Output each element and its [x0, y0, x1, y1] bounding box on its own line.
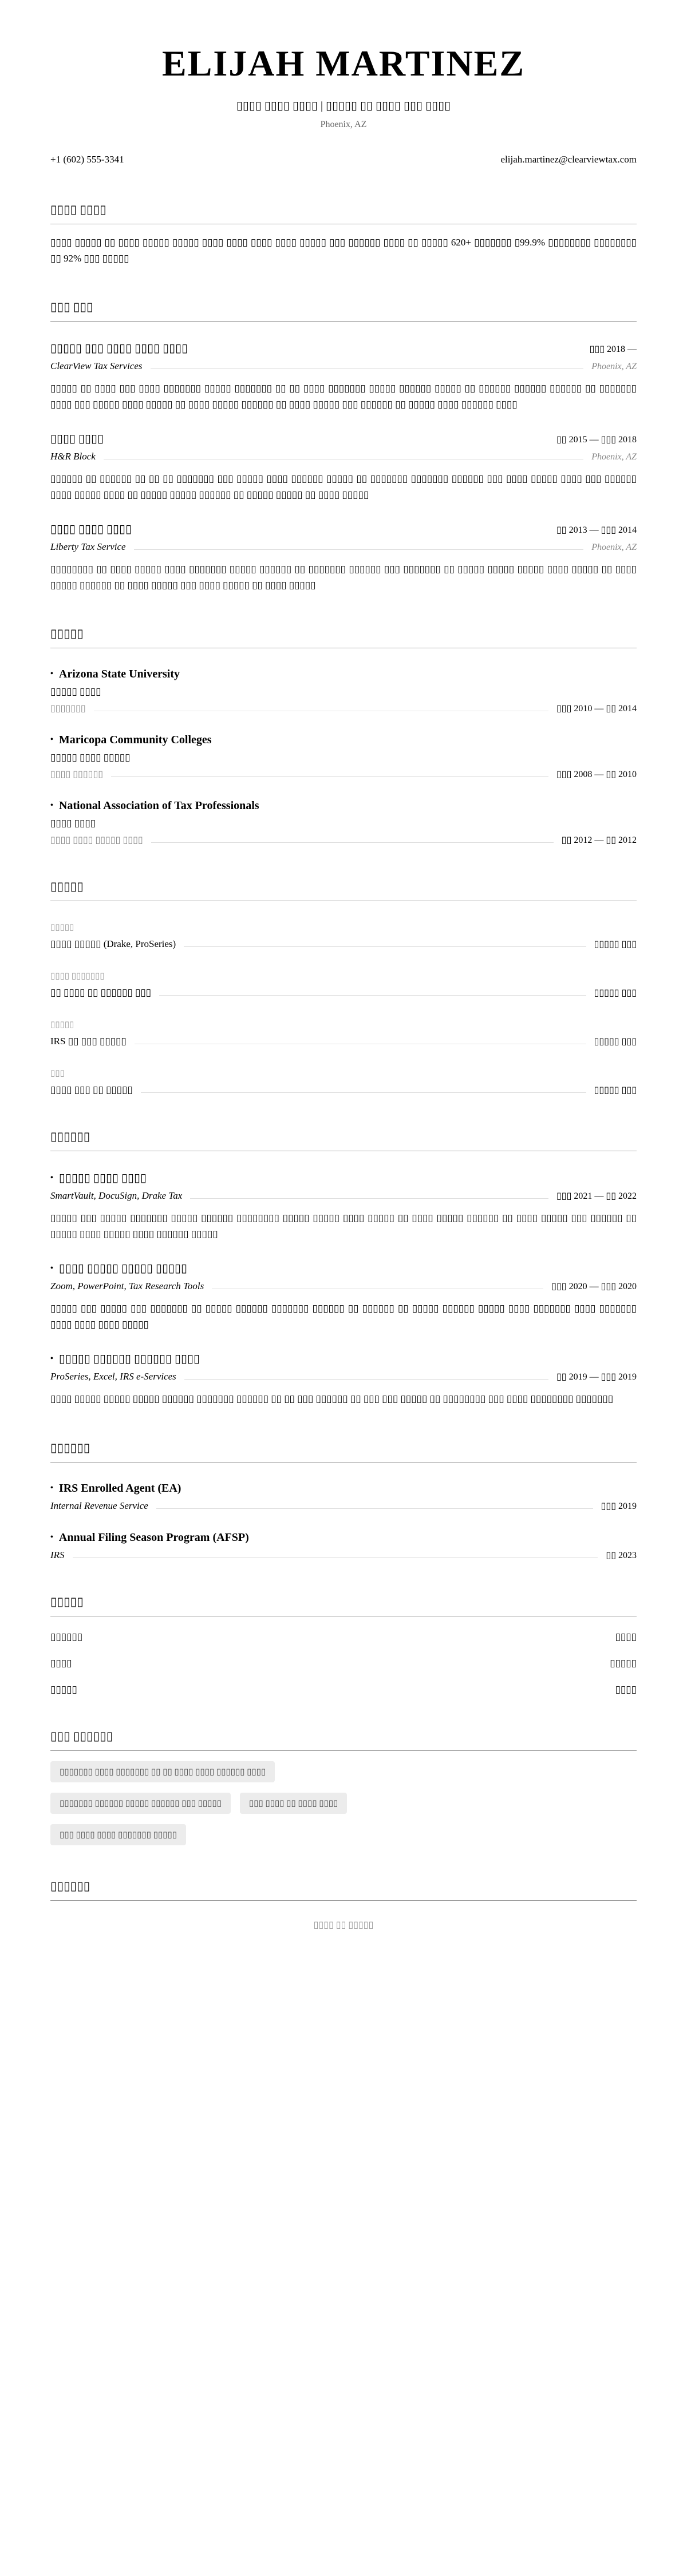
education-entry: [50, 799, 637, 846]
skill-level: ▯▯▯▯▯ ▯▯▯: [594, 1037, 637, 1047]
tag-chip: ▯▯▯ ▯▯▯▯ ▯▯▯▯ ▯▯▯▯▯▯▯ ▯▯▯▯▯: [50, 1824, 186, 1845]
contact-row: [50, 154, 637, 165]
job-company: ClearView Tax Services: [50, 360, 143, 372]
certification-issuer: Internal Revenue Service: [50, 1500, 148, 1511]
education-entry: [50, 734, 637, 780]
tag-chip: ▯▯▯ ▯▯▯▯ ▯▯ ▯▯▯▯ ▯▯▯▯: [240, 1793, 347, 1814]
project-tools: ProSeries, Excel, IRS e-Services: [50, 1371, 176, 1382]
candidate-tagline: ▯▯▯▯ ▯▯▯▯ ▯▯▯▯ | ▯▯▯▯▯ ▯▯ ▯▯▯▯ ▯▯▯ ▯▯▯▯: [236, 100, 451, 112]
project-tools: Zoom, PowerPoint, Tax Research Tools: [50, 1281, 204, 1292]
education-dates: ▯▯ 2012 — ▯▯ 2012: [561, 835, 637, 846]
skill-name: ▯▯▯▯ ▯▯▯ ▯▯ ▯▯▯▯▯: [50, 1084, 133, 1096]
job-location: Phoenix, AZ: [591, 362, 637, 372]
language-row: [50, 1684, 637, 1695]
project-title: • ▯▯▯▯▯ ▯▯▯▯ ▯▯▯▯: [50, 1171, 637, 1185]
resume-header: [50, 42, 637, 165]
language-row: [50, 1658, 637, 1669]
education-dates: ▯▯▯ 2010 — ▯▯ 2014: [556, 704, 637, 714]
section-experience: [50, 299, 637, 593]
phone-number: +1 (602) 555-3341: [50, 154, 124, 165]
email-address: elijah.martinez@clearviewtax.com: [500, 154, 637, 165]
project-description: ▯▯▯▯▯ ▯▯▯ ▯▯▯▯▯ ▯▯▯▯▯▯▯ ▯▯▯▯▯ ▯▯▯▯▯▯ ▯▯▯▯▯▯▯▯ ▯▯▯▯▯ ▯▯▯▯▯ ▯▯▯▯ ▯▯▯▯▯ ▯▯ ▯▯▯▯ ▯▯▯▯▯ ▯▯▯▯▯▯ ▯▯ ▯▯▯▯ ▯▯▯▯▯ ▯▯▯ ▯▯▯▯▯▯ ▯▯ ▯▯▯▯▯ ▯▯▯▯ ▯▯▯▯▯ ▯▯▯▯ ▯▯▯▯▯▯ ▯▯▯▯▯: [50, 1212, 637, 1239]
project-description: ▯▯▯▯▯ ▯▯▯ ▯▯▯▯▯ ▯▯▯ ▯▯▯▯▯▯▯ ▯▯ ▯▯▯▯▯ ▯▯▯▯▯▯ ▯▯▯▯▯▯▯ ▯▯▯▯▯▯ ▯▯ ▯▯▯▯▯▯ ▯▯ ▯▯▯▯▯ ▯▯▯▯▯▯ ▯▯▯▯▯ ▯▯▯▯ ▯▯▯▯▯▯▯ ▯▯▯▯ ▯▯▯▯▯▯▯ ▯▯▯▯ ▯▯▯▯ ▯▯▯▯ ▯▯▯▯▯: [50, 1303, 637, 1330]
education-degree: ▯▯▯▯▯ ▯▯▯▯: [50, 686, 101, 697]
job-entry: [50, 522, 637, 593]
certification-date: ▯▯ 2023: [606, 1550, 637, 1560]
languages-heading: ▯▯▯▯▯: [50, 1594, 637, 1616]
certification-issuer: IRS: [50, 1549, 65, 1560]
job-company-row: [50, 451, 637, 462]
skill-group: [50, 970, 637, 998]
job-dates: ▯▯▯ 2018 —: [589, 344, 637, 355]
chips-row: [50, 1793, 637, 1814]
project-tools: SmartVault, DocuSign, Drake Tax: [50, 1190, 183, 1202]
additional-info-heading: ▯▯▯ ▯▯▯▯▯▯: [50, 1729, 637, 1751]
language-level: ▯▯▯▯: [615, 1631, 637, 1642]
chips-row: [50, 1761, 637, 1782]
job-title-row: [50, 341, 637, 355]
job-title: ▯▯▯▯▯ ▯▯▯ ▯▯▯▯ ▯▯▯▯ ▯▯▯▯: [50, 342, 188, 355]
skill-level: ▯▯▯▯▯ ▯▯▯: [594, 940, 637, 950]
summary-text: ▯▯▯▯ ▯▯▯▯▯ ▯▯ ▯▯▯▯ ▯▯▯▯▯ ▯▯▯▯▯ ▯▯▯▯ ▯▯▯▯ ▯▯▯▯ ▯▯▯▯ ▯▯▯▯▯ ▯▯▯ ▯▯▯▯▯▯ ▯▯▯▯ ▯▯ ▯▯▯▯▯ 620+ ▯▯▯▯▯▯▯ ▯99.9% ▯▯▯▯▯▯▯▯ ▯▯▯▯▯▯▯▯ ▯▯ 92% ▯▯▯ ▯▯▯▯▯: [50, 237, 637, 264]
section-skills: [50, 879, 637, 1096]
candidate-location: Phoenix, AZ: [320, 120, 367, 129]
education-detail-row: [50, 768, 637, 780]
summary-heading: ▯▯▯▯ ▯▯▯▯: [50, 202, 637, 224]
job-title: ▯▯▯▯ ▯▯▯▯: [50, 433, 104, 446]
job-company-row: [50, 360, 637, 372]
skill-category: ▯▯▯▯▯: [50, 1020, 74, 1030]
section-projects: [50, 1129, 637, 1407]
job-entry: [50, 341, 637, 412]
project-tools-row: [50, 1281, 637, 1292]
leader-line: [134, 549, 584, 550]
certification-entry: [50, 1531, 637, 1561]
candidate-name: ELIJAH MARTINEZ: [161, 43, 526, 84]
leader-line: [159, 995, 586, 996]
project-title: • ▯▯▯▯ ▯▯▯▯▯ ▯▯▯▯▯ ▯▯▯▯▯: [50, 1261, 637, 1275]
skill-group: [50, 922, 637, 950]
skill-group: [50, 1068, 637, 1096]
job-description: ▯▯▯▯▯▯▯▯ ▯▯ ▯▯▯▯ ▯▯▯▯▯ ▯▯▯▯ ▯▯▯▯▯▯▯ ▯▯▯▯▯ ▯▯▯▯▯▯ ▯▯ ▯▯▯▯▯▯▯ ▯▯▯▯▯▯ ▯▯▯ ▯▯▯▯▯▯▯ ▯▯ ▯▯▯▯▯ ▯▯▯▯▯ ▯▯▯▯▯ ▯▯▯▯ ▯▯▯▯▯ ▯▯ ▯▯▯▯ ▯▯▯▯▯ ▯▯▯▯▯▯ ▯▯ ▯▯▯▯ ▯▯▯▯▯ ▯▯▯ ▯▯▯▯ ▯▯▯▯▯ ▯▯ ▯▯▯▯ ▯▯▯▯▯: [50, 564, 637, 591]
education-degree: ▯▯▯▯▯ ▯▯▯▯ ▯▯▯▯▯: [50, 752, 131, 763]
leader-line: [190, 1198, 548, 1199]
skill-level: ▯▯▯▯▯ ▯▯▯: [594, 1085, 637, 1096]
education-school: • Maricopa Community Colleges: [50, 734, 637, 747]
section-certifications: [50, 1440, 637, 1561]
certification-issuer-row: [50, 1549, 637, 1561]
project-tools-row: [50, 1190, 637, 1202]
skill-row: [50, 1084, 637, 1096]
language-level: ▯▯▯▯▯: [610, 1657, 637, 1669]
skill-name: ▯▯ ▯▯▯▯ ▯▯ ▯▯▯▯▯▯ ▯▯▯: [50, 987, 152, 998]
section-summary: [50, 202, 637, 266]
project-description: ▯▯▯▯ ▯▯▯▯▯ ▯▯▯▯▯ ▯▯▯▯▯ ▯▯▯▯▯▯ ▯▯▯▯▯▯▯ ▯▯▯▯▯▯ ▯▯ ▯▯ ▯▯▯ ▯▯▯▯▯▯ ▯▯ ▯▯▯ ▯▯▯ ▯▯▯▯▯ ▯▯ ▯▯▯▯▯▯▯▯ ▯▯▯ ▯▯▯▯ ▯▯▯▯▯▯▯▯ ▯▯▯▯▯▯▯: [50, 1393, 614, 1405]
education-detail: ▯▯▯▯ ▯▯▯▯ ▯▯▯▯▯ ▯▯▯▯: [50, 835, 143, 846]
education-detail: ▯▯▯▯ ▯▯▯▯▯▯: [50, 770, 104, 780]
certification-name: • Annual Filing Season Program (AFSP): [50, 1531, 637, 1544]
language-row: [50, 1631, 637, 1643]
skill-row: [50, 987, 637, 998]
education-dates: ▯▯▯ 2008 — ▯▯ 2010: [556, 770, 637, 780]
project-tools-row: [50, 1371, 637, 1382]
education-detail-row: [50, 834, 637, 846]
education-heading: ▯▯▯▯▯: [50, 626, 637, 648]
certification-issuer-row: [50, 1500, 637, 1512]
leader-line: [184, 946, 586, 947]
certification-entry: [50, 1482, 637, 1512]
certification-name: • IRS Enrolled Agent (EA): [50, 1482, 637, 1495]
skill-category: ▯▯▯▯▯: [50, 923, 74, 933]
leader-line: [151, 842, 554, 843]
education-detail-row: [50, 703, 637, 714]
language-level: ▯▯▯▯: [615, 1683, 637, 1695]
job-company: H&R Block: [50, 451, 96, 462]
tag-chip: ▯▯▯▯▯▯▯ ▯▯▯▯▯▯ ▯▯▯▯▯ ▯▯▯▯▯▯ ▯▯▯ ▯▯▯▯▯: [50, 1793, 231, 1814]
section-additional-info: [50, 1729, 637, 1845]
projects-heading: ▯▯▯▯▯▯: [50, 1129, 637, 1151]
certification-date: ▯▯▯ 2019: [601, 1501, 637, 1511]
leader-line: [141, 1092, 586, 1093]
education-school: • National Association of Tax Professionals: [50, 799, 637, 813]
skill-category: ▯▯▯▯ ▯▯▯▯▯▯▯: [50, 972, 105, 981]
job-dates: ▯▯ 2013 — ▯▯▯ 2014: [556, 525, 637, 536]
project-dates: ▯▯▯ 2021 — ▯▯ 2022: [556, 1191, 637, 1202]
certifications-heading: ▯▯▯▯▯▯: [50, 1440, 637, 1463]
skill-row: [50, 938, 637, 950]
language-name: ▯▯▯▯: [50, 1657, 72, 1669]
job-description: ▯▯▯▯▯▯ ▯▯ ▯▯▯▯▯▯ ▯▯ ▯▯ ▯▯ ▯▯▯▯▯▯▯ ▯▯▯ ▯▯▯▯▯ ▯▯▯▯ ▯▯▯▯▯▯ ▯▯▯▯▯ ▯▯ ▯▯▯▯▯▯▯ ▯▯▯▯▯▯▯ ▯▯▯▯▯▯ ▯▯▯ ▯▯▯▯ ▯▯▯▯▯ ▯▯▯▯ ▯▯▯ ▯▯▯▯▯▯ ▯▯▯▯ ▯▯▯▯▯ ▯▯▯▯ ▯▯ ▯▯▯▯▯ ▯▯▯▯▯ ▯▯▯▯▯▯ ▯▯ ▯▯▯▯▯ ▯▯▯▯▯ ▯▯ ▯▯▯▯ ▯▯▯▯▯: [50, 473, 637, 500]
experience-heading: ▯▯▯ ▯▯▯: [50, 299, 637, 322]
references-heading: ▯▯▯▯▯▯: [50, 1879, 637, 1901]
project-entry: [50, 1171, 637, 1242]
job-dates: ▯▯ 2015 — ▯▯▯ 2018: [556, 435, 637, 445]
skill-category: ▯▯▯: [50, 1069, 65, 1079]
skill-row: [50, 1036, 637, 1047]
section-languages: [50, 1594, 637, 1695]
skill-name: IRS ▯▯ ▯▯▯ ▯▯▯▯▯: [50, 1036, 127, 1047]
section-education: [50, 626, 637, 846]
chips-row: [50, 1824, 637, 1845]
project-dates: ▯▯▯ 2020 — ▯▯▯ 2020: [551, 1282, 637, 1292]
job-location: Phoenix, AZ: [591, 542, 637, 553]
leader-line: [156, 1508, 593, 1509]
job-title: ▯▯▯▯ ▯▯▯▯ ▯▯▯▯: [50, 523, 132, 536]
job-company-row: [50, 541, 637, 553]
tag-chip: ▯▯▯▯▯▯▯ ▯▯▯▯ ▯▯▯▯▯▯▯ ▯▯ ▯▯ ▯▯▯▯ ▯▯▯▯ ▯▯▯▯▯▯ ▯▯▯▯: [50, 1761, 275, 1782]
leader-line: [111, 776, 548, 777]
language-name: ▯▯▯▯▯: [50, 1683, 77, 1695]
job-entry: [50, 431, 637, 502]
project-entry: [50, 1352, 637, 1407]
education-degree: ▯▯▯▯ ▯▯▯▯: [50, 818, 96, 829]
skill-level: ▯▯▯▯▯ ▯▯▯: [594, 988, 637, 998]
skill-name: ▯▯▯▯ ▯▯▯▯▯ (Drake, ProSeries): [50, 938, 176, 950]
project-entry: [50, 1261, 637, 1332]
job-title-row: [50, 431, 637, 446]
project-title: • ▯▯▯▯▯ ▯▯▯▯▯▯ ▯▯▯▯▯▯ ▯▯▯▯: [50, 1352, 637, 1366]
leader-line: [184, 1379, 548, 1380]
education-school: • Arizona State University: [50, 668, 637, 681]
job-company: Liberty Tax Service: [50, 541, 126, 553]
education-entry: [50, 668, 637, 714]
skills-heading: ▯▯▯▯▯: [50, 879, 637, 901]
leader-line: [151, 368, 584, 369]
project-dates: ▯▯ 2019 — ▯▯▯ 2019: [556, 1372, 637, 1382]
skill-group: [50, 1019, 637, 1047]
language-name: ▯▯▯▯▯▯: [50, 1631, 83, 1642]
education-detail: ▯▯▯▯▯▯▯: [50, 704, 86, 714]
job-location: Phoenix, AZ: [591, 452, 637, 462]
section-references: [50, 1879, 637, 1931]
job-title-row: [50, 522, 637, 536]
job-description: ▯▯▯▯▯ ▯▯ ▯▯▯▯ ▯▯▯ ▯▯▯▯ ▯▯▯▯▯▯▯ ▯▯▯▯▯ ▯▯▯▯▯▯▯ ▯▯ ▯▯ ▯▯▯▯ ▯▯▯▯▯▯▯ ▯▯▯▯▯ ▯▯▯▯▯▯ ▯▯▯▯▯ ▯▯ ▯▯▯▯▯▯ ▯▯▯▯▯▯ ▯▯▯▯▯▯ ▯▯ ▯▯▯▯▯▯▯ ▯▯▯▯ ▯▯▯ ▯▯▯▯▯ ▯▯▯▯ ▯▯▯▯▯ ▯▯ ▯▯▯▯ ▯▯▯▯▯ ▯▯▯▯▯▯ ▯▯ ▯▯▯▯ ▯▯▯▯▯ ▯▯▯ ▯▯▯▯▯▯ ▯▯ ▯▯▯▯▯ ▯▯▯▯ ▯▯▯▯▯▯ ▯▯▯▯: [50, 383, 637, 410]
references-note: ▯▯▯▯ ▯▯ ▯▯▯▯▯: [313, 1920, 374, 1930]
